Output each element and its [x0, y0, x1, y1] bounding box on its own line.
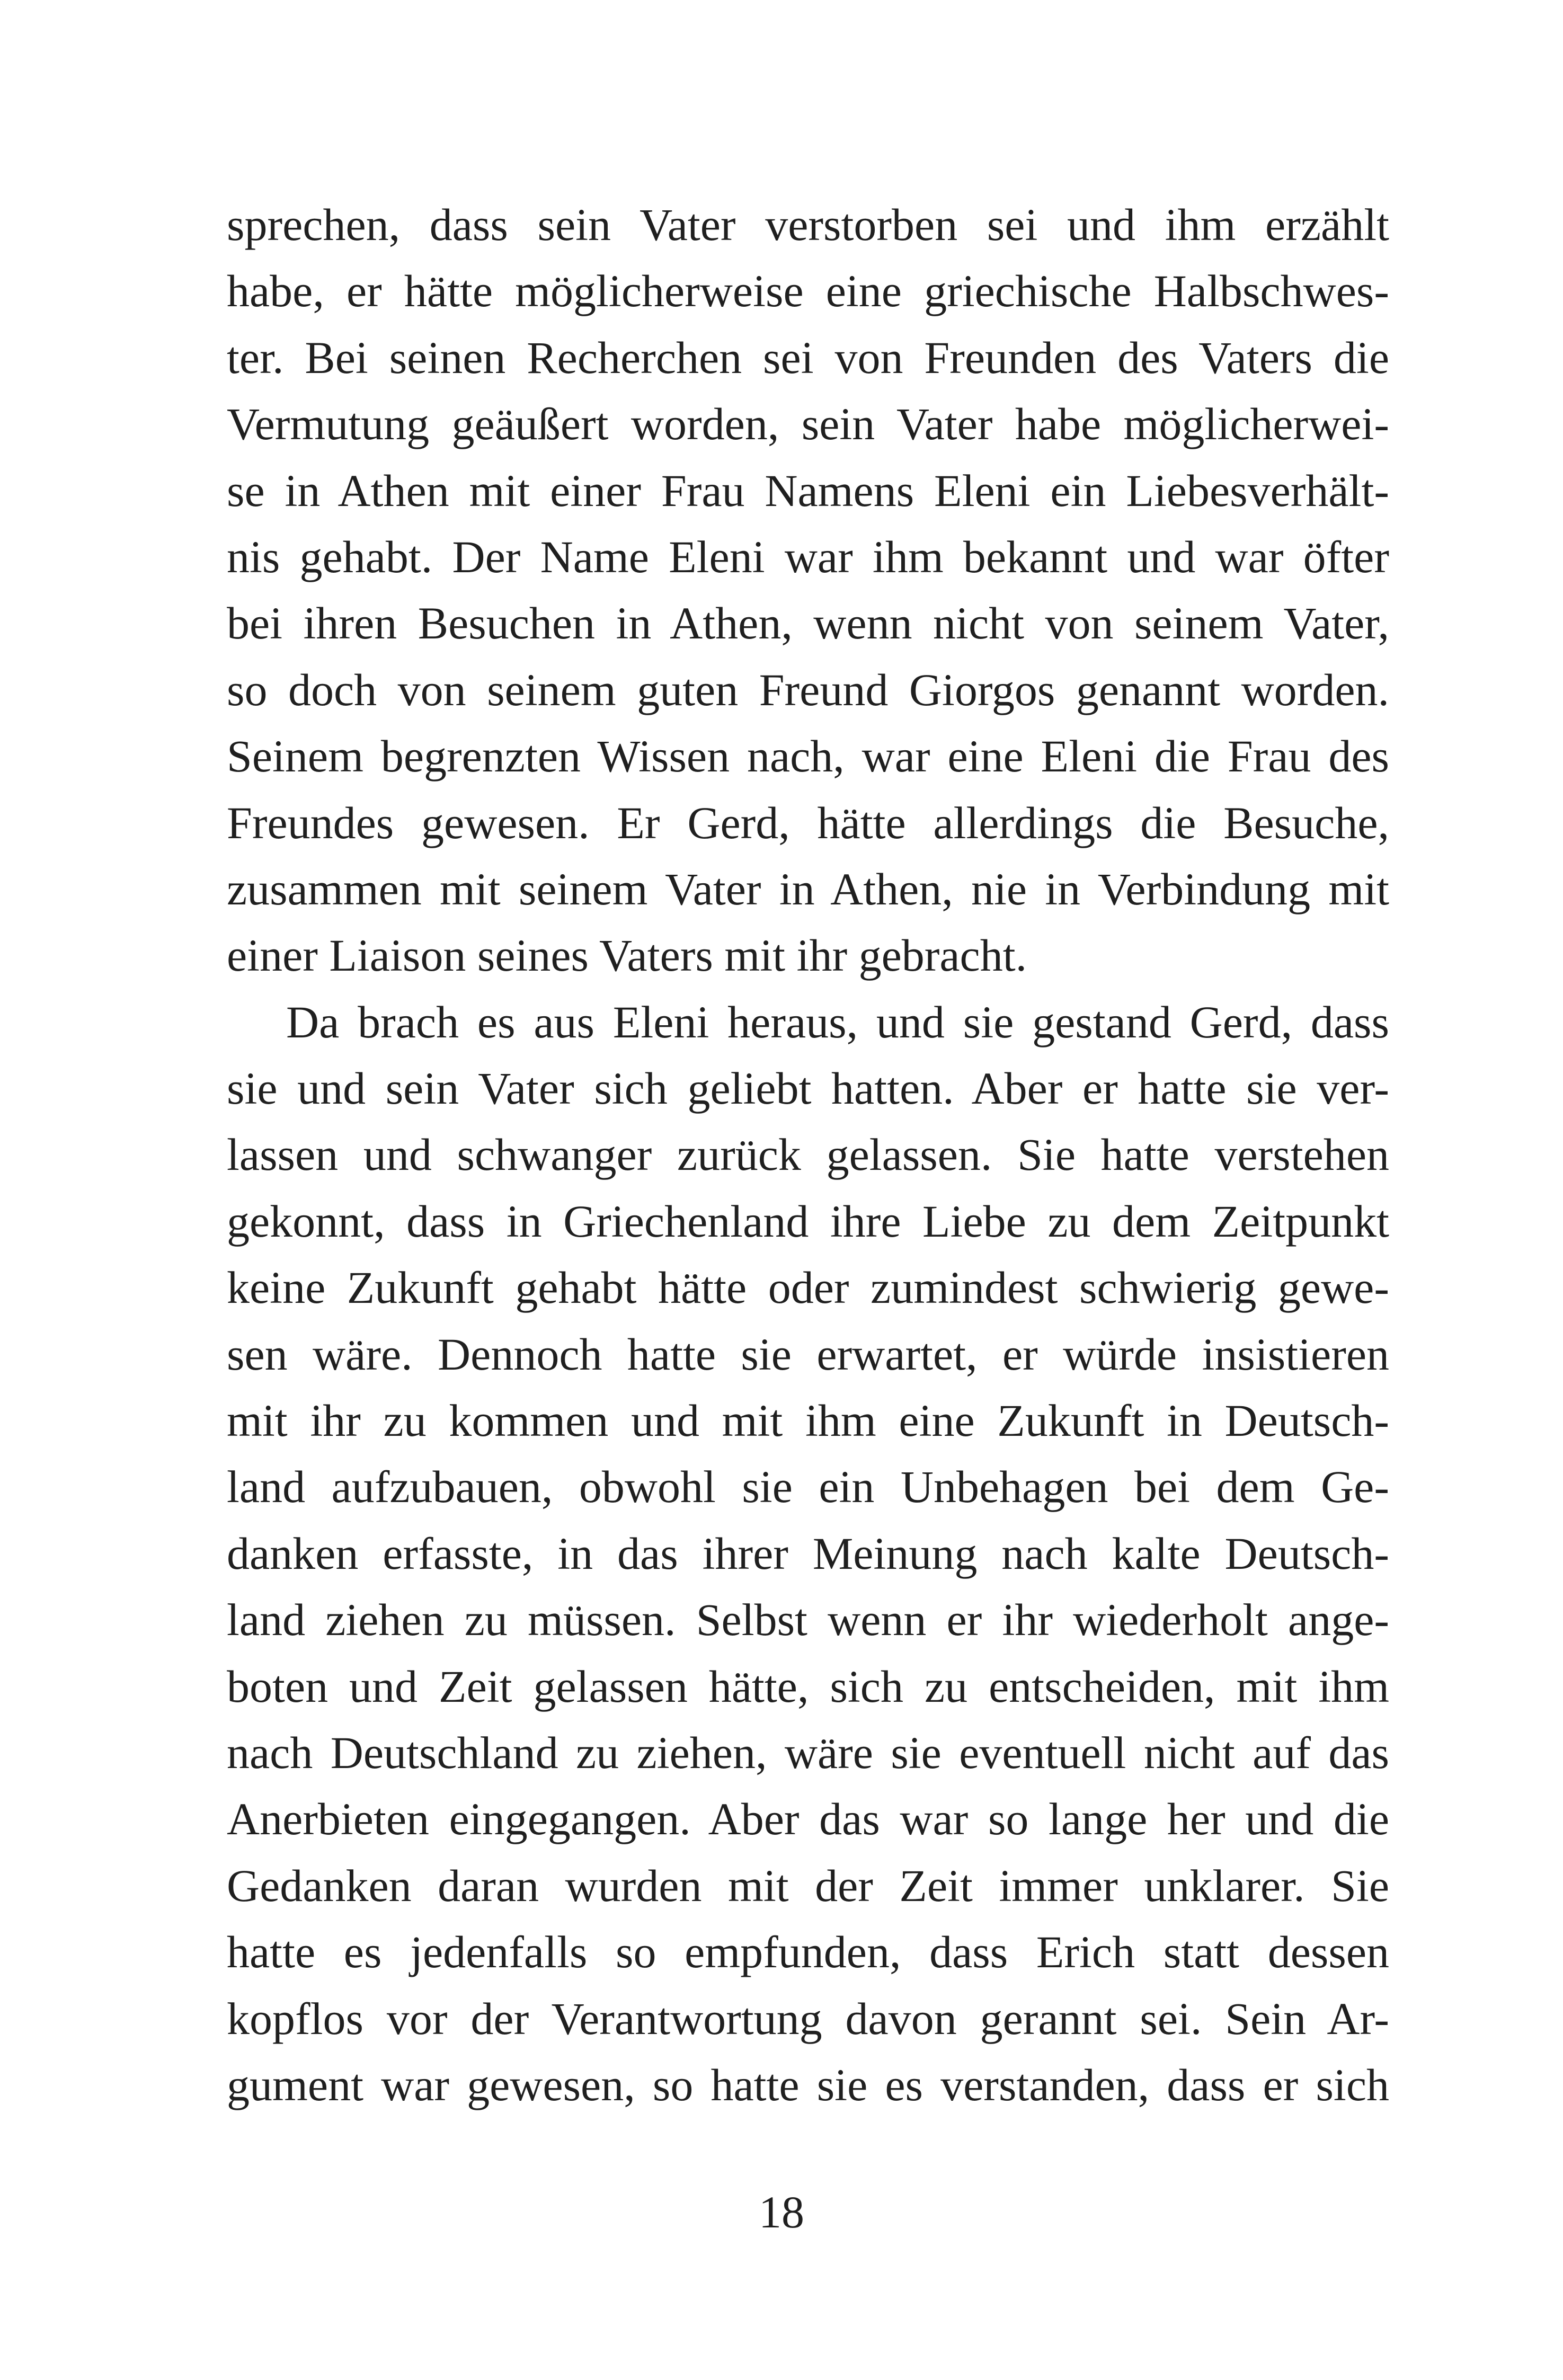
text-line: sprechen, dass sein Vater verstorben sei und ihm erzählt [227, 199, 1389, 250]
text-line: habe, er hätte möglicherweise eine griechische Halbschwes- [227, 265, 1389, 317]
text-line: bei ihren Besuchen in Athen, wenn nicht von seinem Vater, [227, 598, 1389, 649]
text-line: gument war gewesen, so hatte sie es verstanden, dass er sich [227, 2059, 1389, 2110]
text-line: kopflos vor der Verantwortung davon gerannt sei. Sein Ar- [227, 1993, 1389, 2044]
text-line: sen wäre. Dennoch hatte sie erwartet, er würde insistieren [227, 1328, 1389, 1380]
text-line: land ziehen zu müssen. Selbst wenn er ihr wiederholt ange- [227, 1594, 1389, 1646]
text-line: keine Zukunft gehabt hätte oder zumindest schwierig gewe- [227, 1262, 1389, 1313]
text-line: gekonnt, dass in Griechenland ihre Liebe zu dem Zeitpunkt [227, 1195, 1389, 1247]
text-line: zusammen mit seinem Vater in Athen, nie in Verbindung mit [227, 863, 1389, 914]
text-line: ter. Bei seinen Recherchen sei von Freunden des Vaters die [227, 332, 1389, 383]
text-line: boten und Zeit gelassen hätte, sich zu entscheiden, mit ihm [227, 1660, 1389, 1712]
text-line: Anerbieten eingegangen. Aber das war so lange her und die [227, 1793, 1389, 1845]
text-line: Gedanken daran wurden mit der Zeit immer unklarer. Sie [227, 1860, 1389, 1911]
text-line: nach Deutschland zu ziehen, wäre sie eventuell nicht auf das [227, 1727, 1389, 1778]
text-line: einer Liaison seines Vaters mit ihr gebracht. [227, 930, 1027, 981]
text-line: hatte es jedenfalls so empfunden, dass Erich statt dessen [227, 1926, 1389, 1978]
text-line: nis gehabt. Der Name Eleni war ihm bekannt und war öfter [227, 531, 1389, 582]
text-line: Freundes gewesen. Er Gerd, hätte allerdings die Besuche, [227, 797, 1389, 848]
text-line: Vermutung geäußert worden, sein Vater habe möglicherwei- [227, 398, 1389, 450]
text-line: sie und sein Vater sich geliebt hatten. Aber er hatte sie ver- [227, 1063, 1389, 1114]
text-line: Seinem begrenzten Wissen nach, war eine Eleni die Frau des [227, 731, 1389, 782]
text-line: land aufzubauen, obwohl sie ein Unbehagen bei dem Ge- [227, 1461, 1389, 1513]
page-number: 18 [759, 2187, 804, 2237]
body-text [227, 192, 1389, 2118]
text-line: lassen und schwanger zurück gelassen. Sie hatte verstehen [227, 1129, 1389, 1180]
text-line: Da brach es aus Eleni heraus, und sie gestand Gerd, dass [286, 996, 1389, 1047]
text-line: se in Athen mit einer Frau Namens Eleni ein Liebesverhält- [227, 465, 1389, 516]
text-line: so doch von seinem guten Freund Giorgos genannt worden. [227, 664, 1389, 715]
text-line: danken erfasste, in das ihrer Meinung nach kalte Deutsch- [227, 1528, 1389, 1579]
text-line: mit ihr zu kommen und mit ihm eine Zukunft in Deutsch- [227, 1395, 1389, 1446]
